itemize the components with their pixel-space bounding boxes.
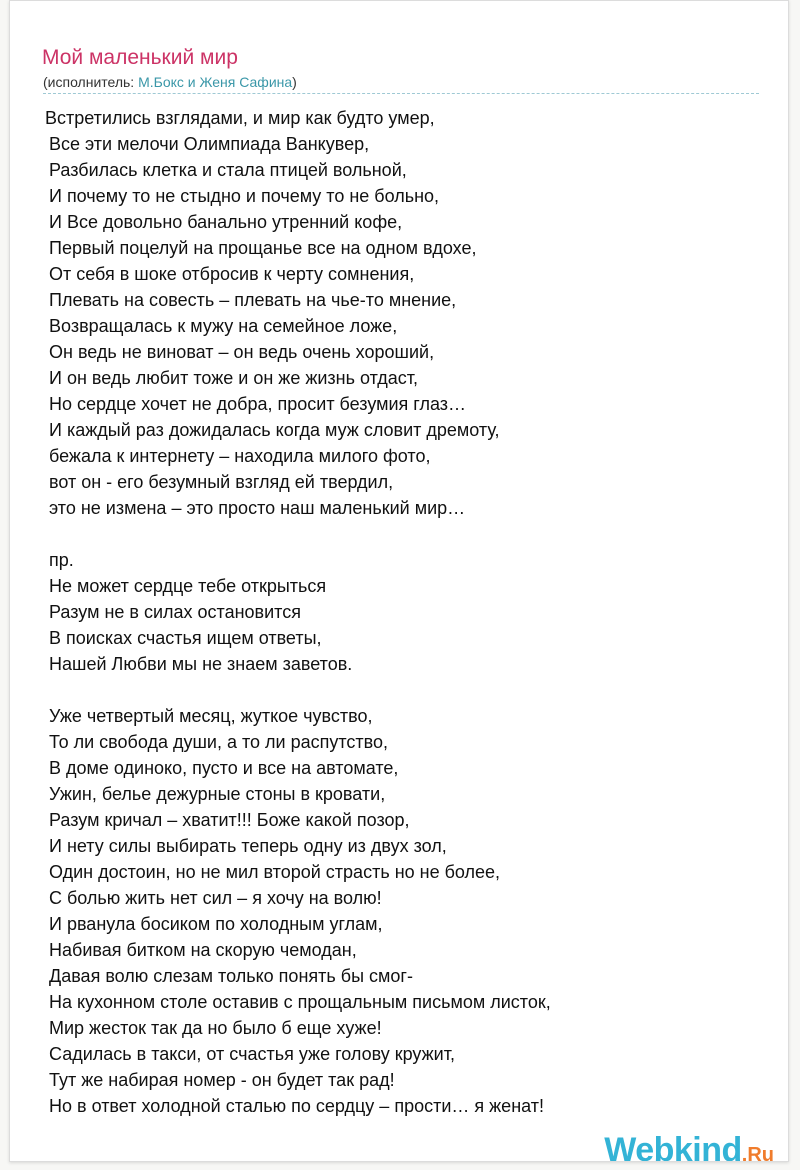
lyric-line: Встретились взглядами, и мир как будто умер, <box>45 108 435 128</box>
verse-1 <box>45 105 765 521</box>
lyric-line: И нету силы выбирать теперь одну из двух зол, <box>49 836 447 856</box>
verse-2 <box>45 703 765 1119</box>
artist-link[interactable]: М.Бокс и Женя Сафина <box>138 74 293 90</box>
lyric-line: Возвращалась к мужу на семейное ложе, <box>49 316 398 336</box>
chorus <box>45 547 765 677</box>
site-watermark <box>604 1133 774 1162</box>
lyric-line: Тут же набирая номер - он будет так рад! <box>49 1070 395 1090</box>
lyric-line: Плевать на совесть – плевать на чье-то мнение, <box>49 290 457 310</box>
lyric-line: Садилась в такси, от счастья уже голову кружит, <box>49 1044 455 1064</box>
lyric-line: В доме одиноко, пусто и все на автомате, <box>49 758 399 778</box>
brand-name: Webkind <box>604 1131 742 1162</box>
artist-line <box>43 73 297 91</box>
lyric-line: пр. <box>49 550 74 570</box>
lyric-line: Не может сердце тебе открыться <box>49 576 327 596</box>
artist-prefix: (исполнитель: <box>43 74 139 90</box>
lyric-line: На кухонном столе оставив с прощальным письмом листок, <box>49 992 551 1012</box>
lyric-line: То ли свобода души, а то ли распутство, <box>49 732 389 752</box>
brand-logo <box>604 1133 774 1162</box>
lyric-line: Набивая битком на скорую чемодан, <box>49 940 357 960</box>
lyric-line: Первый поцелуй на прощанье все на одном вдохе, <box>49 238 477 258</box>
lyric-line: И каждый раз дожидалась когда муж словит дремоту, <box>49 420 500 440</box>
lyric-line: Но в ответ холодной сталью по сердцу – прости… я женат! <box>49 1096 544 1116</box>
lyric-line: Нашей Любви мы не знаем заветов. <box>49 654 353 674</box>
artist-suffix: ) <box>292 74 297 90</box>
lyric-line: И почему то не стыдно и почему то не больно, <box>49 186 440 206</box>
lyric-line: Разум не в силах остановится <box>49 602 301 622</box>
lyric-line: С болью жить нет сил – я хочу на волю! <box>49 888 382 908</box>
lyric-line: вот он - его безумный взгляд ей твердил, <box>49 472 394 492</box>
lyrics-card <box>9 0 789 1162</box>
lyric-line: В поисках счастья ищем ответы, <box>49 628 322 648</box>
lyric-line: И он ведь любит тоже и он же жизнь отдаст, <box>49 368 419 388</box>
lyric-line: бежала к интернету – находила милого фото, <box>49 446 431 466</box>
lyric-line: Но сердце хочет не добра, просит безумия глаз… <box>49 394 467 414</box>
page-title: Мой маленький мир <box>42 46 238 69</box>
lyric-line: И рванула босиком по холодным углам, <box>49 914 383 934</box>
lyric-line: это не измена – это просто наш маленький мир… <box>49 498 466 518</box>
lyric-line: И Все довольно банально утренний кофе, <box>49 212 403 232</box>
lyric-line: Разум кричал – хватит!!! Боже какой позор, <box>49 810 410 830</box>
lyric-line: Он ведь не виноват – он ведь очень хороший, <box>49 342 435 362</box>
lyric-line: Мир жесток так да но было б еще хуже! <box>49 1018 382 1038</box>
brand-tld: .Ru <box>741 1144 774 1162</box>
title-divider <box>43 93 759 94</box>
lyric-line: Один достоин, но не мил второй страсть но не более, <box>49 862 501 882</box>
lyric-line: От себя в шоке отбросив к черту сомнения, <box>49 264 415 284</box>
lyric-line: Ужин, белье дежурные стоны в кровати, <box>49 784 386 804</box>
lyrics-text <box>45 105 765 1145</box>
lyric-line: Все эти мелочи Олимпиада Ванкувер, <box>49 134 370 154</box>
lyric-line: Давая волю слезам только понять бы смог- <box>49 966 413 986</box>
lyric-line: Уже четвертый месяц, жуткое чувство, <box>49 706 373 726</box>
lyric-line: Разбилась клетка и стала птицей вольной, <box>49 160 407 180</box>
